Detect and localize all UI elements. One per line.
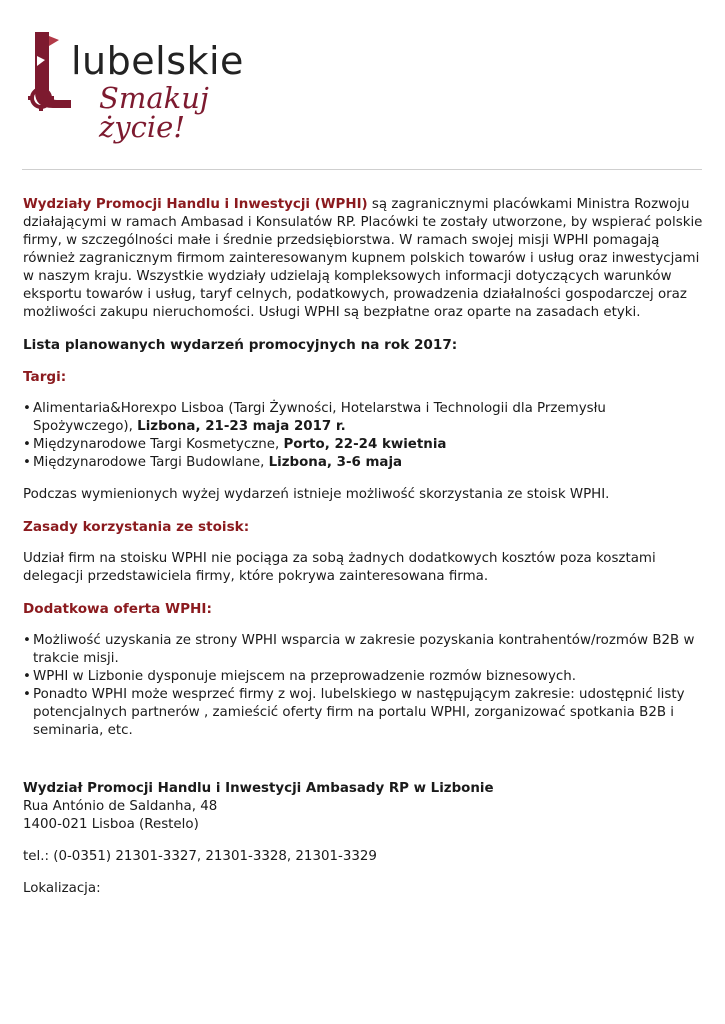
fair-location-date: Porto, 22-24 kwietnia [283,437,447,452]
fairs-heading: Targi: [23,369,67,385]
header-divider [22,169,702,170]
intro-text: są zagranicznymi placówkami Ministra Rozwoju działającymi w ramach Ambasad i Konsulatów RP. Placówki te zostały utworzone, by wspierać polskie firmy, w szczególności małe i średnie przedsiębiorstwa. W ramach swojej misji WPHI pomagają również zagranicznym firmom zainteresowanym kupnem polskich towarów i usług oraz inwestycjami w naszym kraju. Wszystkie wydziały udzielają kompleksowych informacji dotyczących warunków eksportu towarów i usług, taryf celnych, podatkowych, prowadzenia działalności gospodarczej oraz możliwości zakupu nieruchomości. Usługi WPHI są bezpłatne oraz oparte na zasadach etyki. [23,197,703,320]
offer-list [23,632,707,740]
list-item: • WPHI w Lizbonie dysponuje miejscem na przeprowadzenie rozmów biznesowych. [23,668,707,686]
location-label: Lokalizacja: [23,881,101,896]
list-item [23,436,707,454]
contact-name: Wydział Promocji Handlu i Inwestycji Ambasady RP w Lizbonie [23,781,494,796]
rules-heading: Zasady korzystania ze stoisk: [23,519,250,535]
article-content [23,196,707,898]
logo-wordmark: lubelskie [71,39,244,83]
contact-block [23,780,707,898]
fairs-list [23,400,707,472]
rules-text: Udział firm na stoisku WPHI nie pociąga za sobą żadnych dodatkowych kosztów poza kosztami delegacji przedstawiciela firmy, które pokrywa zainteresowana firma. [23,551,656,584]
lubelskie-logo[interactable] [27,28,252,144]
logo-tagline: Smakuj życie! [99,81,209,144]
contact-city: 1400-021 Lisboa (Restelo) [23,817,199,832]
fairs-note: Podczas wymienionych wyżej wydarzeń istnieje możliwość skorzystania ze stoisk WPHI. [23,487,610,502]
fair-name: Międzynarodowe Targi Budowlane, [33,455,269,470]
contact-phone: tel.: (0-0351) 21301-3327, 21301-3328, 21301-3329 [23,849,377,864]
contact-street: Rua António de Saldanha, 48 [23,799,218,814]
list-item: • Ponadto WPHI może wesprzeć firmy z woj. lubelskiego w następującym zakresie: udostępnić listy potencjalnych partnerów , zamieścić oferty firm na portalu WPHI, zorganizować spotkania B2B i seminaria, etc. [23,686,707,740]
fair-location-date: Lizbona, 21-23 maja 2017 r. [137,419,346,434]
intro-lead: Wydziały Promocji Handlu i Inwestycji (WPHI) [23,197,368,212]
fair-location-date: Lizbona, 3-6 maja [268,455,403,470]
list-item [23,400,707,436]
fair-name: Alimentaria&Horexpo Lisboa (Targi Żywności, Hotelarstwa i Technologii dla Przemysłu Spożywczego), [33,401,606,434]
list-item [23,454,707,472]
fair-name: Międzynarodowe Targi Kosmetyczne, [33,437,284,452]
offer-heading: Dodatkowa oferta WPHI: [23,601,212,617]
events-heading: Lista planowanych wydarzeń promocyjnych na rok 2017: [23,337,458,353]
list-item: • Możliwość uzyskania ze strony WPHI wsparcia w zakresie pozyskania kontrahentów/rozmów B2B w trakcie misji. [23,632,707,668]
intro-paragraph [23,196,707,322]
